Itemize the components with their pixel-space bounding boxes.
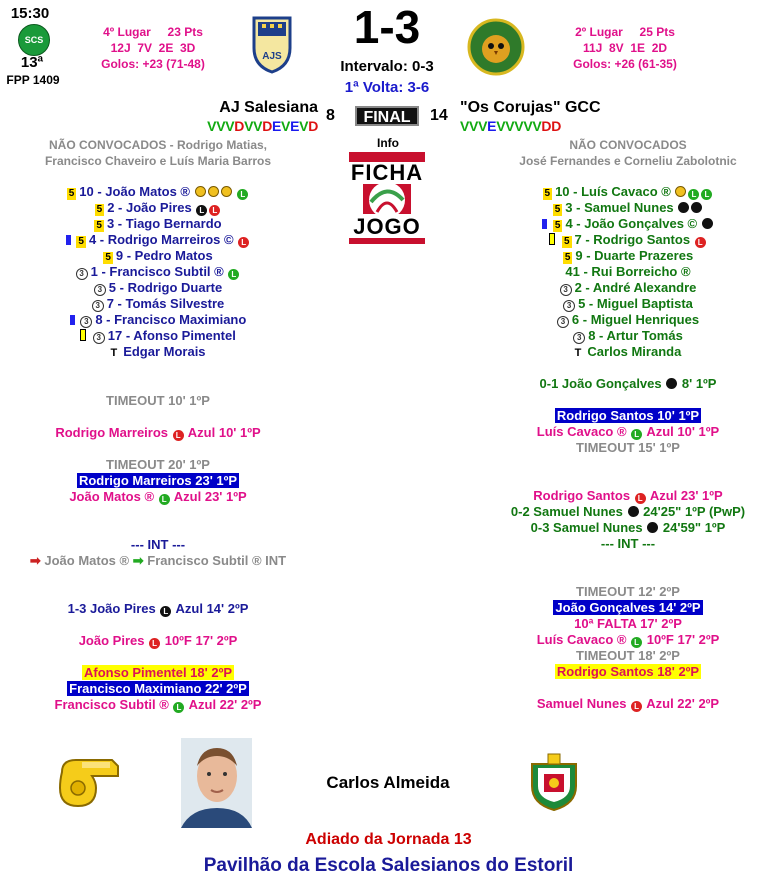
home-player-row[interactable]: 3 17 - Afonso Pimentel xyxy=(0,328,316,344)
away-player-row[interactable]: 3 8 - Artur Tomás xyxy=(478,328,777,344)
away-player-row[interactable]: 3 2 - André Alexandre xyxy=(478,280,777,296)
info-label[interactable]: Info xyxy=(377,136,399,150)
red-card-icon: L xyxy=(209,205,220,216)
three-badge-icon: 3 xyxy=(573,332,585,344)
green-card-icon: L xyxy=(237,189,248,200)
away-player-row[interactable]: 41 - Rui Borreicho ® xyxy=(565,264,691,279)
ball-icon xyxy=(195,186,206,197)
green-card-icon: L xyxy=(631,637,642,648)
away-player-row[interactable]: 3 5 - Miguel Baptista xyxy=(478,296,777,312)
green-card-icon: L xyxy=(228,269,239,280)
postponed-note: Adiado da Jornada 13 xyxy=(305,831,472,848)
five-badge-icon: 5 xyxy=(564,252,571,263)
home-crest-icon xyxy=(250,14,294,74)
three-badge-icon: 3 xyxy=(76,268,88,280)
form-letter: V xyxy=(505,118,515,134)
away-goals-line: Golos: +26 (61-35) xyxy=(573,57,677,71)
form-letter: V xyxy=(496,118,506,134)
event-card: Rodrigo Marreiros L Azul 10' 1ºP xyxy=(55,425,261,440)
event-interval: --- INT --- xyxy=(600,536,656,551)
three-badge-icon: 3 xyxy=(560,284,572,296)
event-goal: 0-1 João Gonçalves 8' 1ºP xyxy=(539,376,717,391)
red-card-icon: L xyxy=(631,701,642,712)
form-letter: E xyxy=(272,118,282,134)
home-stats xyxy=(88,24,218,72)
three-badge-icon: 3 xyxy=(93,332,105,344)
yellow-card-icon xyxy=(80,329,86,341)
red-card-icon: L xyxy=(695,237,706,248)
match-time: 15:30 xyxy=(10,5,50,22)
five-badge-icon: 5 xyxy=(105,252,111,263)
five-badge-icon: 5 xyxy=(563,236,570,247)
ficha-line1: FICHA xyxy=(350,160,424,185)
goal-dot-icon xyxy=(678,202,689,213)
event-highlight-yellow: Rodrigo Santos 18' 2ºP xyxy=(556,664,700,679)
form-letter: V xyxy=(244,118,254,134)
event-highlight-yellow: Afonso Pimentel 18' 2ºP xyxy=(84,665,232,680)
event-timeout: TIMEOUT 20' 1ºP xyxy=(106,457,210,472)
form-letter: V xyxy=(523,118,533,134)
fpp-code: FPP 1409 xyxy=(6,73,60,87)
home-player-row[interactable]: 5 3 - Tiago Bernardo xyxy=(96,216,222,231)
event-card: Samuel Nunes L Azul 22' 2ºP xyxy=(536,696,720,711)
form-letter: V xyxy=(281,118,291,134)
event-goal: 1-3 João Pires L Azul 14' 2ºP xyxy=(67,601,249,616)
coach-icon: T xyxy=(574,347,582,359)
form-letter: V xyxy=(532,118,542,134)
sub-out-arrow-icon: ➡ xyxy=(29,553,41,568)
red-card-icon: L xyxy=(238,237,249,248)
event-timeout: TIMEOUT 12' 2ºP xyxy=(576,584,680,599)
red-card-icon: L xyxy=(173,430,184,441)
away-stats xyxy=(560,24,690,72)
five-badge-icon: 5 xyxy=(96,204,103,215)
green-card-icon: L xyxy=(173,702,184,713)
event-card: João Matos ® L Azul 23' 1ºP xyxy=(69,489,247,504)
event-foul: 10ª FALTA 17' 2ºP xyxy=(574,616,682,631)
home-player-row[interactable]: 5 4 - Rodrigo Marreiros © L xyxy=(0,232,316,248)
final-score: 1-3 xyxy=(353,1,421,53)
association-crest-icon xyxy=(528,750,580,812)
event-foul: João Pires L 10ºF 17' 2ºP xyxy=(78,633,238,648)
home-rank-line: 4º Lugar 23 Pts xyxy=(103,25,203,39)
away-fouls: 14 xyxy=(430,107,448,124)
away-form xyxy=(460,118,561,134)
whistle-icon xyxy=(52,752,122,812)
home-goals-line: Golos: +23 (71-48) xyxy=(101,57,205,71)
away-form-string xyxy=(460,118,561,134)
away-coach-row[interactable]: T Carlos Miranda xyxy=(574,344,682,359)
five-badge-icon: 5 xyxy=(96,220,102,231)
event-card: Rodrigo Santos L Azul 23' 1ºP xyxy=(533,488,723,503)
home-not-called: NÃO CONVOCADOS - Rodrigo Matias, Francisco Chaveiro e Luís Maria Barros xyxy=(44,138,272,168)
event-goal: 0-2 Samuel Nunes 24'25" 1ºP (PwP) xyxy=(510,504,746,519)
home-record-line: 12J 7V 2E 3D xyxy=(110,41,196,55)
form-letter: E xyxy=(290,118,300,134)
red-card-icon: L xyxy=(635,493,646,504)
three-badge-icon: 3 xyxy=(80,316,92,328)
referee-name[interactable]: Carlos Almeida xyxy=(326,773,450,792)
away-not-called: NÃO CONVOCADOS José Fernandes e Corneliu Zabolotnic xyxy=(519,138,737,168)
goal-dot-icon xyxy=(666,378,677,389)
form-letter: V xyxy=(478,118,488,134)
form-letter: V xyxy=(225,118,235,134)
event-highlight: Rodrigo Santos 10' 1ºP xyxy=(556,408,700,423)
three-badge-icon: 3 xyxy=(563,300,575,312)
form-letter: D xyxy=(541,118,552,134)
ball-icon xyxy=(221,186,232,197)
blue-card-icon xyxy=(66,235,71,245)
league-rank: 13ª xyxy=(20,54,44,71)
away-player-row[interactable]: 5 7 - Rodrigo Santos L xyxy=(478,232,777,248)
svg-text:AJS: AJS xyxy=(262,51,282,62)
event-highlight: Rodrigo Marreiros 23' 1ºP xyxy=(78,473,238,488)
yellow-card-icon xyxy=(549,233,555,245)
event-interval: --- INT --- xyxy=(130,537,186,552)
five-badge-icon: 5 xyxy=(68,188,75,199)
away-player-row[interactable]: 5 4 - João Gonçalves © xyxy=(478,216,777,232)
form-letter: V xyxy=(514,118,524,134)
form-letter: D xyxy=(262,118,272,134)
form-letter: V xyxy=(299,118,309,134)
five-badge-icon: 5 xyxy=(554,204,561,215)
home-player-row[interactable]: 3 7 - Tomás Silvestre xyxy=(0,296,316,312)
away-player-row[interactable]: 3 6 - Miguel Henriques xyxy=(478,312,777,328)
red-card-icon: L xyxy=(149,638,160,649)
home-player-row[interactable]: 5 9 - Pedro Matos xyxy=(105,248,213,263)
event-highlight: Francisco Maximiano 22' 2ºP xyxy=(69,681,247,696)
ball-icon xyxy=(208,186,219,197)
sub-in-arrow-icon: ➡ xyxy=(132,553,144,568)
form-letter: E xyxy=(487,118,497,134)
blue-card-icon xyxy=(70,315,75,325)
event-card: Francisco Subtil ® L Azul 22' 2ºP xyxy=(54,697,262,712)
goal-dot-icon xyxy=(702,218,713,229)
form-letter: D xyxy=(308,118,318,134)
goal-dot-icon xyxy=(628,506,639,517)
first-leg-score: 1ª Volta: 3-6 xyxy=(344,79,430,96)
goal-dot-icon: L xyxy=(160,606,171,617)
green-card-icon: L xyxy=(631,429,642,440)
home-player-row[interactable]: 3 1 - Francisco Subtil ® L xyxy=(0,264,316,280)
away-rank-line: 2º Lugar 25 Pts xyxy=(575,25,675,39)
three-badge-icon: 3 xyxy=(92,300,104,312)
event-card: Luís Cavaco ® L Azul 10' 1ºP xyxy=(536,424,720,439)
form-letter: V xyxy=(207,118,217,134)
away-player-row[interactable]: 5 9 - Duarte Prazeres xyxy=(564,248,694,263)
five-badge-icon: 5 xyxy=(554,220,561,231)
home-player-row[interactable]: 5 10 - João Matos ® L xyxy=(0,184,316,200)
green-card-icon: L xyxy=(701,189,712,200)
venue-name[interactable]: Pavilhão da Escola Salesianos do Estoril xyxy=(203,855,574,876)
away-team-name[interactable]: "Os Corujas" GCC xyxy=(460,99,601,116)
ball-icon xyxy=(675,186,686,197)
home-fouls: 8 xyxy=(326,107,335,124)
home-form-string xyxy=(207,118,318,134)
three-badge-icon: 3 xyxy=(557,316,569,328)
away-player-row[interactable]: 5 3 - Samuel Nunes xyxy=(478,200,777,216)
blue-card-icon xyxy=(542,219,547,229)
away-player-row[interactable]: 5 10 - Luís Cavaco ® L L xyxy=(478,184,777,200)
home-form xyxy=(188,118,318,134)
club-crest-icon: SCS xyxy=(18,24,50,56)
form-letter: D xyxy=(234,118,245,134)
home-team-name[interactable]: AJ Salesiana xyxy=(219,99,318,116)
form-letter: V xyxy=(216,118,226,134)
home-coach-row[interactable]: T Edgar Morais xyxy=(110,344,206,359)
home-player-row[interactable]: 3 8 - Francisco Maximiano xyxy=(0,312,316,328)
referee-photo xyxy=(181,738,252,828)
event-timeout: TIMEOUT 18' 2ºP xyxy=(576,648,680,663)
green-card-icon: L xyxy=(159,494,170,505)
away-crest-icon xyxy=(467,18,525,76)
home-player-row[interactable]: 5 2 - João Pires L L xyxy=(0,200,316,216)
match-sheet-button[interactable] xyxy=(337,152,437,244)
event-card: Luís Cavaco ® L 10ºF 17' 2ºP xyxy=(536,632,720,647)
ficha-line2: JOGO xyxy=(353,214,421,239)
away-record-line: 11J 8V 1E 2D xyxy=(582,41,668,55)
form-letter: D xyxy=(551,118,562,134)
event-goal: 0-3 Samuel Nunes 24'59" 1ºP xyxy=(530,520,726,535)
final-badge: FINAL xyxy=(355,106,419,126)
five-badge-icon: 5 xyxy=(544,188,551,199)
three-badge-icon: 3 xyxy=(94,284,106,296)
halftime-score: Intervalo: 0-3 xyxy=(340,58,434,75)
coach-icon: T xyxy=(110,347,118,359)
form-letter: V xyxy=(253,118,263,134)
event-highlight: João Gonçalves 14' 2ºP xyxy=(555,600,701,615)
event-substitution: ➡ João Matos ® ➡ Francisco Subtil ® INT xyxy=(29,553,287,568)
five-badge-icon: 5 xyxy=(78,236,84,247)
home-player-row[interactable]: 3 5 - Rodrigo Duarte xyxy=(0,280,316,296)
form-letter: V xyxy=(469,118,479,134)
goal-dot-icon xyxy=(647,522,658,533)
event-timeout: TIMEOUT 15' 1ºP xyxy=(576,440,680,455)
green-card-icon: L xyxy=(688,189,699,200)
form-letter: V xyxy=(460,118,470,134)
black-dot-icon: L xyxy=(196,205,207,216)
goal-dot-icon xyxy=(691,202,702,213)
event-timeout: TIMEOUT 10' 1ºP xyxy=(106,393,210,408)
